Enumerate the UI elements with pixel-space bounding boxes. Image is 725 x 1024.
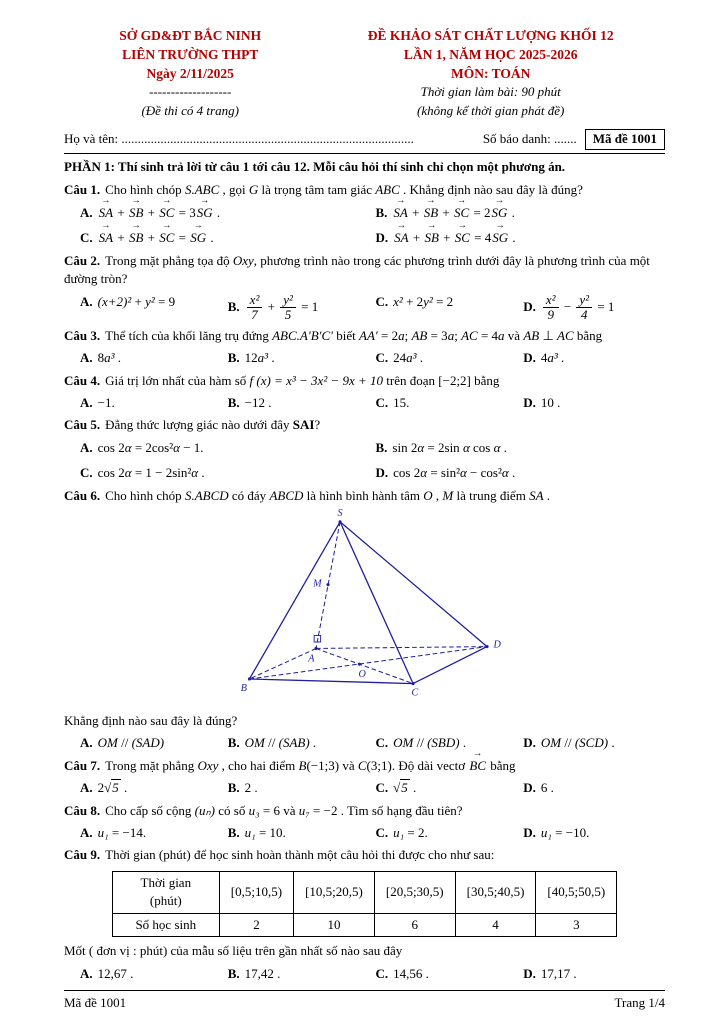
option-value: OM // (SBD) . [393,735,467,751]
option-key: C. [375,824,389,840]
question-number: Câu 9. [64,847,101,863]
option-key: D. [523,965,536,981]
q3-options [64,349,665,367]
question-text: Cho hình chóp S.ABCD có đáy ABCD là hình bình hành tâm O , M là trung điểm SA . [105,487,551,503]
question-stem [64,372,665,390]
option-C [376,349,518,367]
option-value: → SA + → SB + → SC = 3 → SG . [98,195,221,220]
option-value: 2 . [244,780,258,796]
option-A [80,965,222,983]
question-number: Câu 7. [64,757,101,773]
footer-exam-code: Mã đề 1001 [64,994,127,1010]
option-C [80,464,370,482]
option-value: 8a³ . [97,350,122,366]
footer-row [64,994,665,1012]
question-text: Trong mặt phẳng Oxy , cho hai điểm B(−1;3) và C(3;1). Độ dài vectơ → BC bằng [105,748,516,773]
option-key: D. [523,298,536,314]
question-stem [64,252,665,289]
option-value: u₁ = 2. [393,824,428,840]
option-D [523,394,665,412]
issuer-department: SỞ GD&ĐT BẮC NINH [119,28,262,43]
exam-duration-note: (không kể thời gian phát đề) [417,102,565,118]
option-key: B. [227,780,240,796]
table-cell: [30,5;40,5) [455,871,536,913]
question-6 [64,487,665,753]
option-value: 15. [393,395,410,410]
option-key: A. [80,293,93,309]
option-key: A. [80,965,93,981]
candidate-name-line: Họ và tên: .......................................................................................... [64,131,414,147]
question-3 [64,327,665,368]
exam-code-badge: Mã đề 1001 [585,129,665,149]
option-value: cos 2α = sin²α − cos²α . [393,465,516,481]
table-cell: Số học sinh [112,913,219,936]
option-D [523,293,665,323]
option-value: 17,17 . [540,965,577,981]
page-footer [64,990,665,1012]
table-row [112,871,616,913]
option-key: D. [523,780,536,796]
option-key: B. [227,395,240,410]
option-value: u₁ = −10. [540,824,590,840]
question-text: Thời gian (phút) để học sinh hoàn thành một câu hỏi thi được cho như sau: [105,847,495,863]
option-key: D. [523,350,536,366]
option-value: 12a³ . [244,350,275,366]
option-C [376,965,518,983]
option-value: OM // (SCD) . [540,735,615,751]
option-value: OM // (SAD) [97,735,165,751]
table-cell: [20,5;30,5) [374,871,455,913]
option-D [523,965,665,983]
option-value: cos 2α = 1 − 2sin²α . [97,465,205,481]
question-text: Cho hình chóp S.ABC , gọi G là trọng tâm tam giác ABC . Khẳng định nào sau đây là đúng? [105,182,583,198]
option-key: C. [375,350,389,366]
question-stem [64,416,665,434]
table-cell: 4 [455,913,536,936]
option-key: C. [375,293,389,309]
option-value: → SA + → SB + → SC = → SG . [98,221,214,246]
question-number: Câu 6. [64,487,101,503]
option-value: $\frac{\text{x²}}{7}$ + $\frac{\text{y²}}{5}$ = 1 [245,299,319,314]
header-left [64,26,316,120]
question-1 [64,181,665,247]
issuer-schools: LIÊN TRƯỜNG THPT [122,47,259,63]
option-value: −12 . [244,395,272,410]
option-value: 17,42 . [244,965,281,981]
q2-options [64,293,665,323]
option-value: 6 . [540,780,554,796]
option-key: C. [375,395,389,410]
question-stem [64,327,665,345]
option-A [80,195,370,222]
question-text: Trong mặt phẳng tọa độ Oxy, phương trình nào trong các phương trình dưới đây là phương trình của một đường tròn? [64,252,650,287]
q5-options [64,439,665,483]
option-B [376,439,666,457]
question-number: Câu 8. [64,802,101,818]
question-number: Câu 5. [64,417,101,433]
option-value: 2√5 . [97,780,128,796]
table-cell: 6 [374,913,455,936]
option-B [228,293,370,323]
dashed-separator: ------------------- [149,84,232,100]
question-text: Đẳng thức lượng giác nào dưới đây SAI? [105,417,321,433]
question-text: Cho cấp số cộng (uₙ) có số u₃ = 6 và u₇ = −2 . Tìm số hạng đầu tiên? [105,802,463,818]
option-key: D. [375,230,389,246]
option-key: C. [80,465,93,481]
option-D [523,824,665,842]
option-value: cos 2α = 2cos²α − 1. [97,439,204,455]
option-value: → SA + → SB + → SC = 4 → SG . [394,221,516,246]
header-divider [64,153,665,154]
option-B [228,779,370,797]
question-number: Câu 3. [64,327,101,343]
page-count-note: (Đề thi có 4 trang) [141,102,239,118]
table-cell: [0,5;10,5) [219,871,293,913]
option-key: A. [80,735,93,751]
q6-figure-wrap [64,507,665,708]
option-D [523,779,665,797]
option-key: A. [80,824,93,840]
option-A [80,439,370,457]
question-4 [64,372,665,413]
question-9 [64,846,665,983]
question-stem [64,181,665,199]
option-key: C. [375,965,389,981]
question-text: Giá trị lớn nhất của hàm số f (x) = x³ − 3x² − 9x + 10 trên đoạn [−2;2] bằng [105,372,500,388]
q6-post-text: Khẳng định nào sau đây là đúng? [64,712,238,728]
option-key: D. [523,824,536,840]
q9-options [64,965,665,983]
table-cell: 3 [536,913,617,936]
option-C [376,779,518,797]
table-cell: 2 [219,913,293,936]
q9-post-text: Mốt ( đơn vị : phút) của mẫu số liệu trên gần nhất số nào sau đây [64,943,403,959]
option-D [376,464,666,482]
question-2 [64,252,665,323]
option-value: sin 2α = 2sin α cos α . [392,439,507,455]
option-value: 10 . [540,395,561,410]
pyramid-visible-edges [249,522,487,684]
exam-header [64,26,665,120]
option-key: C. [375,735,389,751]
vertex-label-b: B [240,683,247,695]
q1-options [64,195,665,248]
option-B [228,824,370,842]
option-key: C. [375,780,389,796]
section-1-title: PHẦN 1: Thí sinh trả lời từ câu 1 tới câu 12. Mỗi câu hỏi thí sinh chỉ chọn một phương án. [64,158,566,174]
exam-title: ĐỀ KHẢO SÁT CHẤT LƯỢNG KHỐI 12 [367,28,614,43]
option-A [80,734,222,752]
question-stem [64,802,665,820]
option-key: B. [227,350,240,366]
question-stem [64,846,665,864]
footer-divider [64,990,665,991]
question-stem [64,748,665,775]
option-key: B. [227,298,240,314]
question-stem [64,487,665,505]
option-value: u₁ = 10. [244,824,286,840]
option-key: A. [80,350,93,366]
option-B [228,734,370,752]
option-key: B. [375,204,388,220]
option-value: OM // (SAB) . [244,735,317,751]
frequency-table [112,871,617,937]
option-key: C. [80,230,93,246]
option-key: D. [523,395,536,410]
exam-subject: MÔN: TOÁN [451,66,531,82]
option-A [80,824,222,842]
exam-date: Ngày 2/11/2025 [146,66,234,82]
question-8 [64,802,665,843]
question-5 [64,416,665,482]
option-value: x² + 2y² = 2 [393,293,454,309]
option-key: A. [80,780,93,796]
question-7 [64,748,665,798]
pyramid-figure [219,507,511,703]
option-A [80,394,222,412]
table-cell: 10 [294,913,375,936]
header-right [316,26,665,120]
question-number: Câu 1. [64,182,101,198]
option-C [376,734,518,752]
option-B [228,394,370,412]
table-cell: Thời gian (phút) [112,871,219,913]
option-key: A. [80,439,93,455]
vertex-label-d: D [493,639,501,651]
option-key: D. [523,735,536,751]
candidate-info-row [64,129,665,152]
option-value: u₁ = −14. [97,824,147,840]
q6-options [64,734,665,752]
option-D [375,221,666,247]
option-value: 24a³ . [393,350,424,366]
option-key: B. [227,965,240,981]
option-B [228,965,370,983]
vertex-label-m: M [312,578,322,590]
question-text: Thể tích của khối lăng trụ đứng ABC.A′B′C′ biết AA′ = 2a; AB = 3a; AC = 4a và AB ⊥ AC bằng [105,327,603,343]
option-value: (x+2)² + y² = 9 [97,293,176,309]
question-number: Câu 4. [64,372,101,388]
option-key: A. [80,204,93,220]
exam-round: LẦN 1, NĂM HỌC 2025-2026 [403,47,578,63]
option-A [80,779,222,797]
table-cell: [10,5;20,5) [294,871,375,913]
option-A [80,349,222,367]
option-C [376,394,518,412]
option-D [523,734,665,752]
option-C [80,221,370,247]
vertex-label-a: A [307,653,314,665]
candidate-number-line: Số báo danh: ....... [482,131,577,147]
option-B [228,349,370,367]
footer-page-number: Trang 1/4 [614,994,665,1010]
exam-duration: Thời gian làm bài: 90 phút [420,84,561,100]
vertex-label-c: C [411,687,418,699]
option-value: √5 . [393,780,417,796]
option-key: A. [80,395,93,410]
vertex-labels [240,509,501,699]
q7-options [64,779,665,797]
option-value: $\frac{\text{x²}}{9}$ − $\frac{\text{y²}}{4}$ = 1 [541,299,615,314]
option-key: B. [227,735,240,751]
option-D [523,349,665,367]
option-key: B. [375,439,388,455]
q8-options [64,824,665,842]
option-value: 12,67 . [97,965,134,981]
vertex-label-o: O [358,669,366,681]
option-A [80,293,222,323]
table-row [112,913,616,936]
vertex-label-s: S [336,508,343,520]
option-key: B. [227,824,240,840]
option-key: D. [375,465,389,481]
q4-options [64,394,665,412]
option-value: 4a³ . [540,350,565,366]
option-value: 14,56 . [393,965,429,981]
option-C [376,824,518,842]
option-B [375,195,666,222]
option-value: −1. [97,395,115,410]
table-cell: [40,5;50,5) [536,871,617,913]
option-C [376,293,518,323]
question-number: Câu 2. [64,252,101,268]
option-value: → SA + → SB + → SC = 2 → SG . [393,195,515,220]
